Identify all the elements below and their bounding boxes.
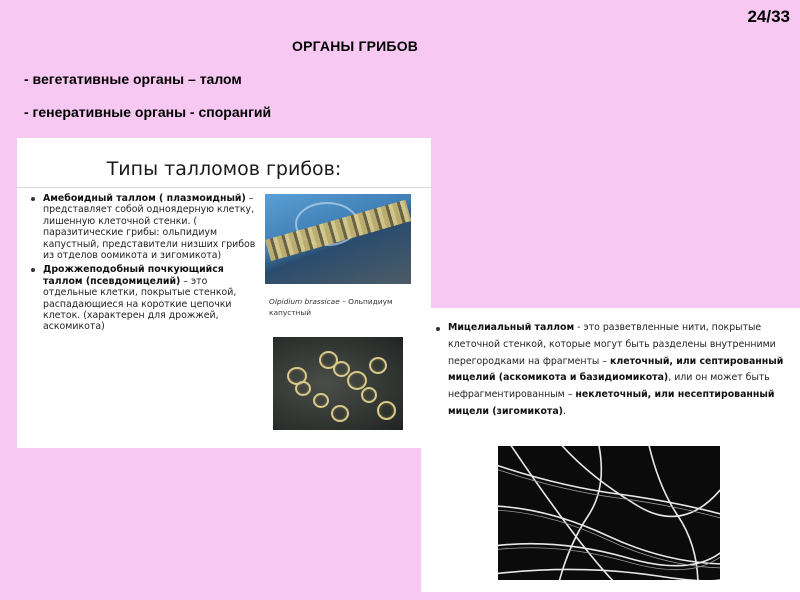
mycelial-thallus-item: [434, 320, 790, 421]
mycelial-thallus-text: [434, 320, 790, 424]
mycelial-thallus-end: .: [562, 405, 566, 417]
mycelial-thallus-definition: - это разветвленные нити, покрытые клеточной стенкой, которые могут быть разделены внутренними перегородками на фрагменты –: [448, 322, 776, 367]
thallus-types-heading: Типы талломов грибов:: [106, 158, 342, 180]
mycelial-thallus-connector: , или он может быть нефрагментированным –: [448, 372, 770, 401]
thallus-types-list: [29, 193, 264, 336]
vegetative-organs-line: - вегетативные органы – талом: [24, 71, 242, 87]
olpidium-micrograph: [265, 194, 411, 284]
hypha-wall: [498, 510, 720, 568]
olpidium-common-name: – Ольпидиум капустный: [269, 297, 393, 317]
olpidium-latin-name: Olpidium brassicae: [269, 297, 340, 306]
yeast-cell: [295, 381, 311, 396]
yeast-cells-micrograph: [273, 337, 403, 430]
thallus-types-slide: [17, 138, 431, 448]
mycelium-micrograph: [498, 446, 720, 580]
yeast-thallus-item: [29, 264, 264, 332]
heading-divider: [17, 187, 431, 188]
hypha-wall: [498, 548, 720, 570]
septate-mycelium-term: клеточный, или септированный мицелий (аскомикота и базидиомикота): [448, 355, 784, 384]
nonseptate-mycelium-term: неклеточный, или несептированный мицели (зигомикота): [448, 389, 775, 417]
hypha: [558, 446, 720, 516]
hypha: [498, 464, 720, 516]
amoeboid-thallus-description: – представляет собой одноядерную клетку, лишенную клеточной стенки. ( паразитические грибы: ольпидиум капустный, представители низших грибов из отделов оомикота и зигомикота): [43, 193, 256, 262]
yeast-thallus-term: Дрожжеподобный почкующийся таллом (псевдомицелий): [43, 264, 224, 287]
mycelial-thallus-term: Мицелиальный таллом: [448, 322, 575, 333]
mycelial-thallus-slide: [421, 308, 800, 592]
yeast-cell: [369, 357, 387, 374]
yeast-cell: [377, 401, 396, 420]
hypha: [498, 569, 720, 580]
yeast-cell: [361, 387, 377, 403]
generative-organs-line: - генеративные органы - спорангий: [24, 104, 272, 120]
page-title: ОРГАНЫ ГРИБОВ: [292, 38, 419, 54]
hyphae-network: [498, 446, 720, 580]
page-number: 24/33: [747, 7, 790, 26]
yeast-cell: [313, 393, 329, 408]
olpidium-caption: [269, 296, 429, 318]
hypha: [498, 544, 720, 566]
yeast-cell: [331, 405, 349, 422]
amoeboid-thallus-item: [29, 193, 264, 261]
amoeboid-thallus-term: Амебоидный таллом ( плазмоидный): [43, 193, 246, 204]
yeast-thallus-description: – это отдельные клетки, покрытые стенкой, распадающиеся на короткие цепочки клеток. (характерен для дрожжей, аскомикота): [43, 275, 237, 333]
